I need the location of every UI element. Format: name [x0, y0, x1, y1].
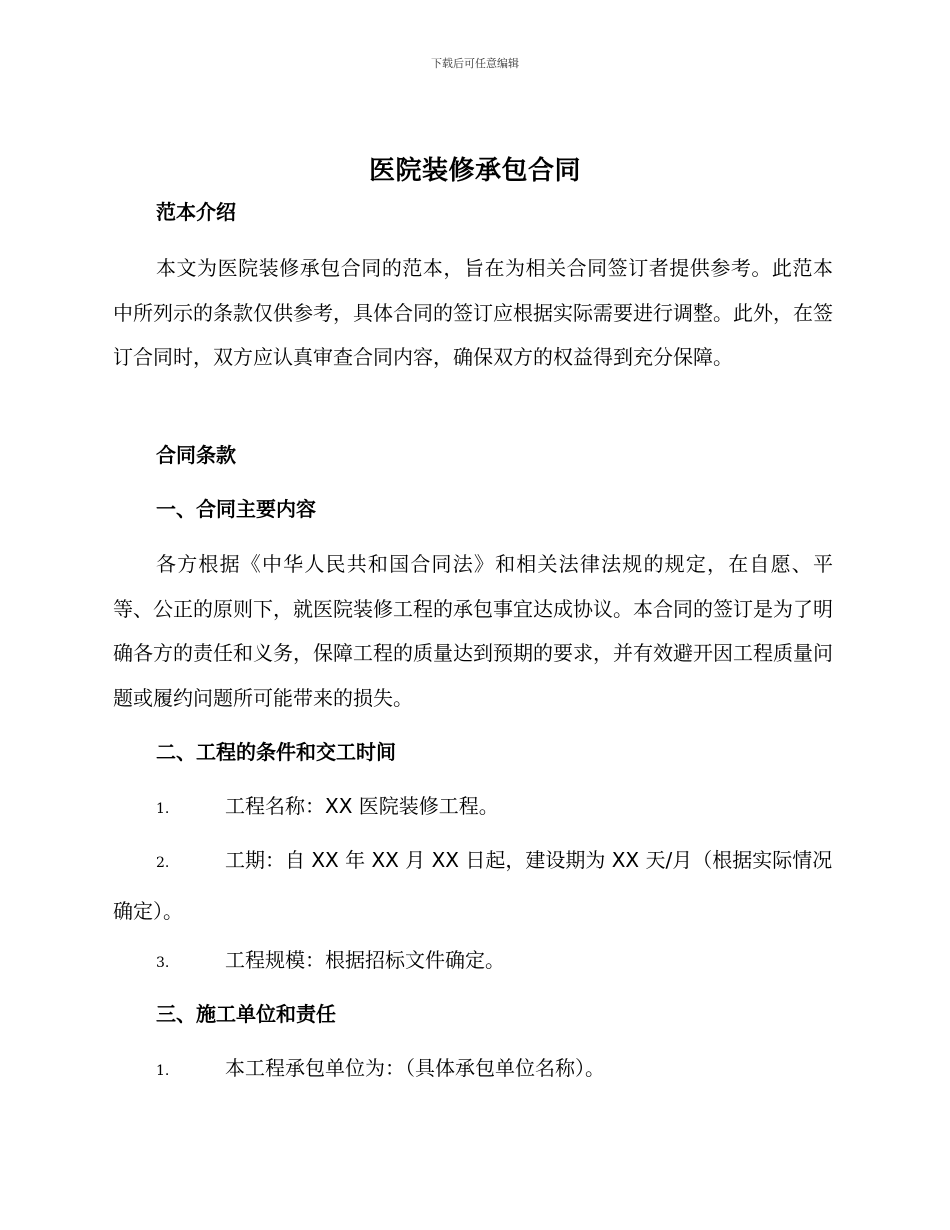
section2-item-1	[113, 790, 833, 826]
document-title: 医院装修承包合同	[368, 156, 581, 186]
item-text: 工程规模：根据招标文件确定。	[225, 948, 505, 972]
item-text: 工期：自 XX 年 XX 月 XX 日起，建设期为 XX 天/月（根据实际情况确定）。	[113, 848, 833, 923]
section2-heading: 二、工程的条件和交工时间	[156, 740, 396, 764]
clauses-heading: 合同条款	[156, 443, 236, 467]
section2-item-3	[113, 944, 833, 980]
section1-heading: 一、合同主要内容	[156, 497, 316, 521]
item-text: 本工程承包单位为：（具体承包单位名称）。	[225, 1056, 605, 1080]
item-number: 1.	[156, 1063, 170, 1079]
intro-heading: 范本介绍	[156, 200, 236, 224]
section3-heading: 三、施工单位和责任	[156, 1002, 336, 1026]
item-number: 2.	[156, 855, 170, 871]
header-note: 下载后可任意编辑	[431, 57, 519, 70]
item-number: 1.	[156, 801, 170, 817]
section2-item-2	[113, 836, 833, 935]
item-number: 3.	[156, 955, 170, 971]
item-text: 工程名称：XX 医院装修工程。	[225, 794, 499, 818]
section1-paragraph: 各方根据《中华人民共和国合同法》和相关法律法规的规定，在自愿、平等、公正的原则下，就医院装修工程的承包事宜达成协议。本合同的签订是为了明确各方的责任和义务，保障工程的质量达到预期的要求，并有效避开因工程质量问题或履约问题所可能带来的损失。	[113, 552, 833, 710]
intro-paragraph: 本文为医院装修承包合同的范本，旨在为相关合同签订者提供参考。此范本中所列示的条款仅供参考，具体合同的签订应根据实际需要进行调整。此外，在签订合同时，双方应认真审查合同内容，确保双方的权益得到充分保障。	[113, 256, 833, 369]
section3-item-1	[113, 1052, 833, 1088]
